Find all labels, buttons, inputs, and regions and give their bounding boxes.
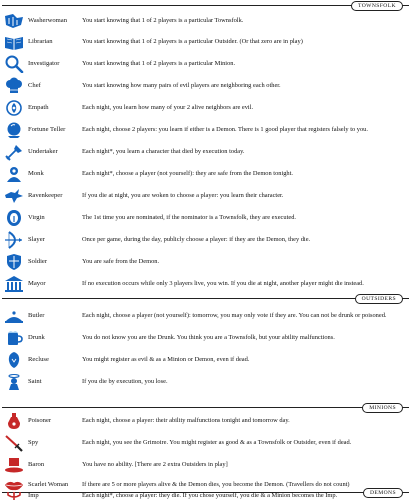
empath-icon [3,99,25,117]
character-ability: If you die by execution, you lose. [82,377,168,385]
character-ability: Each night, choose a player: their ability malfunctions tonight and tomorrow day. [82,417,290,425]
character-name: Scarlet Woman [28,481,69,488]
character-ability: You start knowing that 1 of 2 players is a particular Minion. [82,60,236,68]
poison-bottle-icon [3,412,25,430]
character-row [0,163,411,185]
character-name: Librarian [28,38,53,45]
character-name: Slayer [28,236,45,243]
character-ability: If there are 5 or more players alive & the Demon dies, you become the Demon. (Travellers do not count) [82,481,350,489]
character-row [0,251,411,273]
recluse-icon [3,351,25,369]
character-ability: Once per game, during the day, publicly choose a player: if they are the Demon, they die. [82,236,311,244]
character-ability: You have no ability. [There are 2 extra Outsiders in play] [82,461,228,469]
character-row [0,491,411,500]
town-hall-icon [3,275,25,293]
section-title: OUTSIDERS [355,294,403,304]
raven-icon [3,187,25,205]
character-row [0,454,411,476]
trident-icon [3,491,25,500]
character-row [0,371,411,392]
section-header-townsfolk [2,1,409,11]
character-row [0,53,411,75]
character-row [0,97,411,119]
character-name: Soldier [28,258,48,265]
character-ability: You start knowing that 1 of 2 players is a particular Outsider. (Or that zero are in play) [82,38,303,46]
character-name: Saint [28,377,42,385]
dagger-icon [3,434,25,452]
character-ability: If no execution occurs while only 3 players live, you win. If you die at night, another player might die instead. [82,279,364,287]
character-ability: You start knowing that 1 of 2 players is a particular Townsfolk. [82,17,244,25]
character-row [0,432,411,454]
character-name: Baron [28,461,45,468]
monk-icon [3,165,25,183]
crystal-ball-icon [3,121,25,139]
character-name: Fortune Teller [28,126,66,133]
character-ability: You do not know you are the Drunk. You think you are a Townsfolk, but your ability malfunctions. [82,334,335,342]
character-name: Poisoner [28,417,52,424]
virgin-icon [3,209,25,227]
book-icon [3,33,25,51]
character-ability: Each night, you see the Grimoire. You might register as good & as a Townsfolk or Outsider, even if dead. [82,439,352,447]
character-ability: You are safe from the Demon. [82,258,160,266]
character-row [0,229,411,251]
mug-icon [3,329,25,347]
character-row [0,327,411,349]
character-ability: If you die at night, you are woken to choose a player: you learn their character. [82,192,284,200]
character-name: Butler [28,311,45,319]
character-name: Virgin [28,214,45,221]
shield-icon [3,253,25,271]
character-name: Spy [28,439,39,446]
character-ability: Each night, choose 2 players: you learn if either is a Demon. There is 1 good player that registers falsely to you. [82,126,368,134]
character-ability: Each night, choose a player (not yourself): tomorrow, you may only vote if they are. You can not be drunk or poisoned. [82,311,387,319]
magnifier-icon [3,55,25,73]
character-row [0,410,411,432]
character-name: Drunk [28,334,45,341]
bow-icon [3,231,25,249]
character-name: Recluse [28,356,49,363]
character-row [0,207,411,229]
section-title: TOWNSFOLK [351,1,403,11]
character-name: Imp [28,491,39,499]
character-ability: Each night, you learn how many of your 2 alive neighbors are evil. [82,104,254,112]
character-name: Investigator [28,60,60,67]
chef-hat-icon [3,77,25,95]
character-name: Chef [28,82,41,89]
section-title: DEMONS [363,488,403,498]
divider [2,298,409,299]
shovel-icon [3,143,25,161]
character-name: Ravenkeeper [28,192,63,199]
top-hat-icon [3,456,25,474]
character-row [0,304,411,327]
laundry-icon [3,12,25,30]
character-row [0,273,411,294]
character-row [0,141,411,163]
section-header-outsiders [2,294,409,304]
character-name: Empath [28,104,49,111]
character-name: Monk [28,170,44,177]
character-name: Washerwoman [28,17,68,24]
character-ability: You start knowing how many pairs of evil players are neighboring each other. [82,82,281,90]
character-ability: Each night*, you learn a character that died by execution today. [82,148,245,156]
character-ability: Each night*, choose a player: they die. If you chose yourself, you die & a Minion becomes the Imp. [82,491,338,499]
character-row [0,75,411,97]
character-name: Mayor [28,279,46,287]
tray-icon [3,307,25,325]
character-row [0,11,411,31]
character-ability: Each night*, choose a player (not yourself): they are safe from the Demon tonight. [82,170,294,178]
character-row [0,31,411,53]
character-row [0,119,411,141]
character-name: Undertaker [28,148,58,155]
character-row [0,349,411,371]
saint-icon [3,373,25,391]
character-row [0,185,411,207]
divider [2,5,409,6]
section-title: MINIONS [362,403,403,413]
divider [2,407,409,408]
character-ability: The 1st time you are nominated, if the nominator is a Townsfolk, they are executed. [82,214,296,222]
character-ability: You might register as evil & as a Minion or Demon, even if dead. [82,356,250,364]
